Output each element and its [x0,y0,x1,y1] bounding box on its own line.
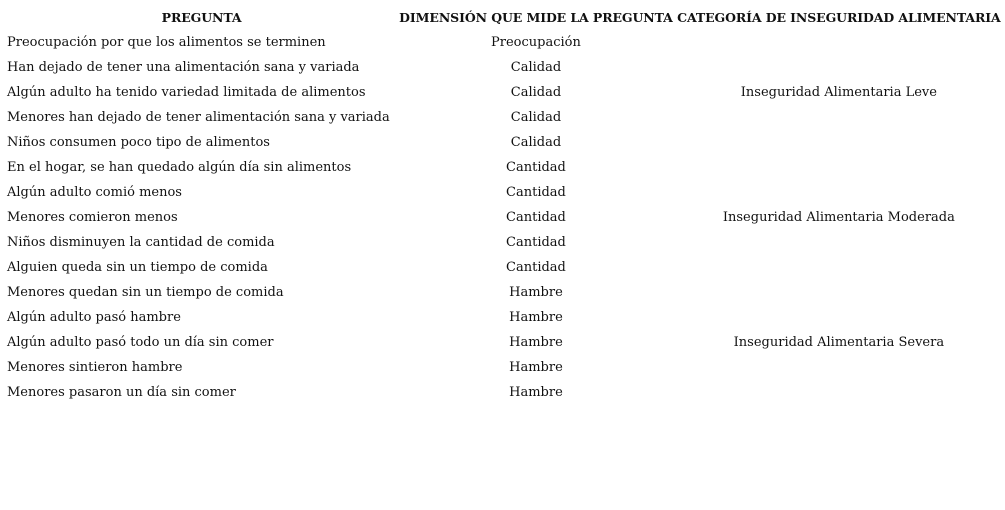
header-category: CATEGORÍA DE INSEGURIDAD ALIMENTARIA [677,10,1001,25]
table-row [4,255,1005,280]
category-cell [673,380,1005,405]
table-row [4,280,1005,305]
dimension-cell: Cantidad [506,185,566,200]
question-cell: Han dejado de tener una alimentación sana y variada [7,60,360,75]
table-row [4,380,1005,405]
header-row [4,5,1005,30]
header-question: PREGUNTA [161,10,242,25]
category-cell [673,155,1005,180]
category-cell: Inseguridad Alimentaria Severa [733,335,945,350]
table-row [4,305,1005,330]
category-cell [673,55,1005,80]
category-cell [673,30,1005,55]
question-cell: Niños consumen poco tipo de alimentos [7,135,270,150]
table-row [4,230,1005,255]
category-cell [673,355,1005,380]
question-cell: Algún adulto comió menos [7,185,182,200]
category-cell [673,230,1005,255]
category-cell: Inseguridad Alimentaria Leve [740,85,937,100]
question-cell: Menores sintieron hambre [7,360,183,375]
dimension-cell: Calidad [510,135,562,150]
category-cell: Inseguridad Alimentaria Moderada [722,210,955,225]
table-row [4,155,1005,180]
question-cell: Algún adulto ha tenido variedad limitada de alimentos [7,85,366,100]
table-row [4,205,1005,230]
question-cell: Menores comieron menos [7,210,178,225]
header-dimension: DIMENSIÓN QUE MIDE LA PREGUNTA [399,10,673,25]
question-cell: Algún adulto pasó todo un día sin comer [7,335,274,350]
dimension-cell: Cantidad [506,260,566,275]
table-row [4,180,1005,205]
question-cell: Alguien queda sin un tiempo de comida [7,260,268,275]
dimension-cell: Calidad [510,85,562,100]
table-row [4,330,1005,355]
category-cell [673,280,1005,305]
food-insecurity-table [4,5,1005,405]
table-row [4,105,1005,130]
category-cell [673,180,1005,205]
dimension-cell: Calidad [510,60,562,75]
question-cell: Menores han dejado de tener alimentación sana y variada [7,110,390,125]
category-cell [673,130,1005,155]
dimension-cell: Hambre [509,360,563,375]
dimension-cell: Cantidad [506,210,566,225]
dimension-cell: Hambre [509,335,563,350]
dimension-cell: Preocupación [491,35,581,50]
table-row [4,355,1005,380]
table-row [4,130,1005,155]
question-cell: Algún adulto pasó hambre [7,310,181,325]
dimension-cell: Cantidad [506,235,566,250]
category-cell [673,105,1005,130]
question-cell: Menores pasaron un día sin comer [7,385,236,400]
table-row [4,80,1005,105]
dimension-cell: Hambre [509,310,563,325]
category-cell [673,305,1005,330]
table-row [4,55,1005,80]
dimension-cell: Calidad [510,110,562,125]
dimension-cell: Hambre [509,285,563,300]
question-cell: Menores quedan sin un tiempo de comida [7,285,284,300]
category-cell [673,255,1005,280]
dimension-cell: Hambre [509,385,563,400]
table-row [4,30,1005,55]
question-cell: En el hogar, se han quedado algún día sin alimentos [7,160,352,175]
question-cell: Preocupación por que los alimentos se terminen [7,35,326,50]
dimension-cell: Cantidad [506,160,566,175]
question-cell: Niños disminuyen la cantidad de comida [7,235,275,250]
